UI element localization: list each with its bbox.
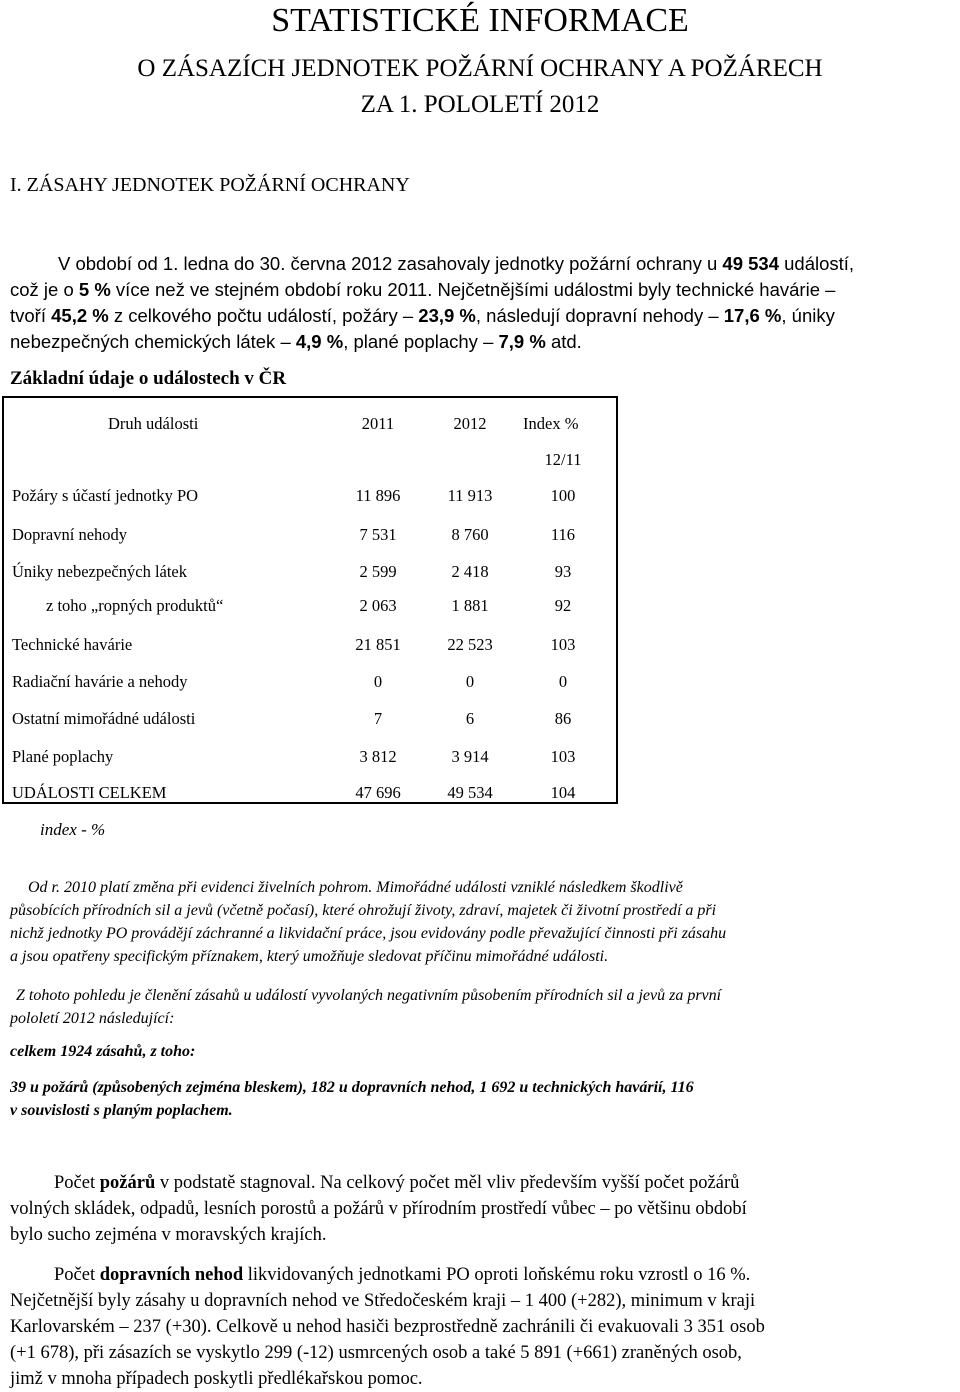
- table-cell-2011: 2 063: [359, 596, 397, 615]
- note-line: nichž jednotky PO provádějí záchranné a likvidační práce, jsou evidovány podle převažující činnosti při zásahu: [10, 925, 727, 942]
- table-row-label: Dopravní nehody: [12, 525, 128, 544]
- table-cell-2011: 7: [373, 709, 383, 728]
- note-paragraph-1: [10, 876, 955, 968]
- note-line: Od r. 2010 platí změna při evidenci živelních pohrom. Mimořádné události vzniklé následkem škodlivě: [28, 879, 683, 896]
- table-cell-index: 0: [558, 672, 568, 691]
- intro-text: což je o: [10, 279, 79, 300]
- summary-heading: celkem 1924 zásahů, z toho:: [10, 1043, 196, 1060]
- intro-text: atd.: [545, 331, 582, 352]
- note-line: Z tohoto pohledu je členění zásahů u událostí vyvolaných negativním působením přírodních sil a jevů za první: [16, 987, 722, 1004]
- table-cell-2012: 0: [465, 672, 475, 691]
- table-cell-2012: 11 913: [447, 486, 493, 505]
- intro-line-3: [10, 303, 960, 329]
- table-cell-index: 103: [550, 747, 576, 766]
- share-false-alarms: 7,9 %: [498, 331, 546, 352]
- traffic-paragraph: [10, 1262, 940, 1392]
- table-row-label: Radiační havárie a nehody: [12, 672, 188, 691]
- table-row-label: UDÁLOSTI CELKEM: [12, 783, 167, 802]
- events-total: 49 534: [722, 253, 779, 274]
- share-technical: 45,2 %: [51, 305, 109, 326]
- share-chemical: 4,9 %: [295, 331, 344, 352]
- paragraph-text: v podstatě stagnoval. Na celkový počet měl vliv především vyšší počet požárů: [155, 1173, 740, 1193]
- table-cell-index: 116: [550, 525, 576, 544]
- header-event-type: Druh události: [108, 414, 199, 433]
- table-row-label: Úniky nebezpečných látek: [12, 562, 188, 581]
- intro-line-1: [10, 251, 960, 277]
- intro-text: , plané poplachy –: [343, 331, 499, 352]
- header-2012: 2012: [453, 414, 487, 433]
- header-2011: 2011: [361, 414, 395, 433]
- table-cell-2011: 47 696: [355, 783, 401, 802]
- intro-text: událostí,: [779, 253, 855, 274]
- document-subtitle-line2: ZA 1. POLOLETÍ 2012: [360, 91, 600, 118]
- paragraph-line: Karlovarském – 237 (+30). Celkově u nehod hasiči bezprostředně zachránili či evakuovali 3 351 osob: [10, 1317, 765, 1337]
- paragraph-line: jimž v mnoha případech poskytli předlékařskou pomoc.: [10, 1369, 423, 1389]
- intro-text: V období od 1. ledna do 30. června 2012 zasahovaly jednotky požární ochrany u: [58, 253, 723, 274]
- document-title: STATISTICKÉ INFORMACE: [271, 2, 689, 39]
- intro-text: z celkového počtu událostí, požáry –: [108, 305, 419, 326]
- table-cell-2011: 7 531: [359, 525, 397, 544]
- table-cell-2012: 3 914: [451, 747, 489, 766]
- table-cell-index: 100: [550, 486, 576, 505]
- paragraph-text: likvidovaných jednotkami PO oproti loňskému roku vzrostl o 16 %.: [243, 1265, 751, 1285]
- paragraph-text: Počet: [54, 1265, 100, 1285]
- table-cell-2011: 0: [373, 672, 383, 691]
- table-cell-index: 93: [554, 562, 572, 581]
- intro-text: nebezpečných chemických látek –: [10, 331, 296, 352]
- intro-text: , úniky: [781, 305, 835, 326]
- table-cell-2012: 6: [465, 709, 475, 728]
- note-line: pololetí 2012 následující:: [10, 1010, 175, 1027]
- table-row-label: z toho „ropných produktů“: [46, 596, 224, 615]
- note-paragraph-2: [10, 984, 955, 1030]
- share-traffic: 17,6 %: [723, 305, 782, 326]
- table-row-label: Ostatní mimořádné události: [12, 709, 196, 728]
- table-cell-index: 86: [554, 709, 572, 728]
- paragraph-line: [10, 1170, 940, 1196]
- intro-paragraph: [10, 251, 960, 355]
- note-line: působících přírodních sil a jevů (včetně počasí), které ohrožují životy, zdraví, majetek či životní prostředí a při: [10, 902, 717, 919]
- intro-text: , následují dopravní nehody –: [475, 305, 724, 326]
- increase-value: 5 %: [78, 279, 111, 300]
- table-cell-index: 104: [550, 783, 576, 802]
- header-index: Index %: [523, 414, 579, 433]
- paragraph-text: Počet: [54, 1173, 100, 1193]
- table-cell-2012: 8 760: [451, 525, 489, 544]
- intro-line-2: [10, 277, 960, 303]
- paragraph-line: [10, 1262, 940, 1288]
- share-fires: 23,9 %: [418, 305, 476, 326]
- index-note: index - %: [40, 820, 106, 839]
- table-cell-index: 92: [554, 596, 572, 615]
- table-cell-2012: 1 881: [451, 596, 489, 615]
- table-cell-2011: 11 896: [355, 486, 401, 505]
- summary-line: 39 u požárů (způsobených zejména bleskem), 182 u dopravních nehod, 1 692 u technických havárií, 116: [10, 1079, 694, 1096]
- fires-keyword: požárů: [99, 1173, 156, 1193]
- intro-text: více než ve stejném období roku 2011. Nejčetnějšími událostmi byly technické havárie –: [110, 279, 836, 300]
- header-index-sub: 12/11: [544, 450, 582, 469]
- fires-paragraph: [10, 1170, 940, 1248]
- traffic-keyword: dopravních nehod: [99, 1265, 244, 1285]
- table-title: Základní údaje o událostech v ČR: [10, 368, 287, 389]
- table-cell-index: 103: [550, 635, 576, 654]
- paragraph-line: (+1 678), při zásazích se vyskytlo 299 (-12) usmrcených osob a také 5 891 (+661) zraněných osob,: [10, 1343, 742, 1363]
- events-table: [2, 396, 618, 804]
- table-row-label: Technické havárie: [12, 635, 133, 654]
- intro-line-4: [10, 329, 960, 355]
- document-subtitle-line1: O ZÁSAZÍCH JEDNOTEK POŽÁRNÍ OCHRANY A POŽÁRECH: [137, 55, 823, 82]
- table-row-label: Požáry s účastí jednotky PO: [12, 486, 199, 505]
- table-cell-2011: 3 812: [359, 747, 397, 766]
- table-cell-2012: 22 523: [447, 635, 493, 654]
- table-cell-2011: 2 599: [359, 562, 397, 581]
- table-cell-2012: 2 418: [451, 562, 489, 581]
- summary-text: [10, 1076, 694, 1122]
- note-line: a jsou opatřeny specifickým příznakem, který umožňuje sledovat příčinu mimořádné události.: [10, 948, 609, 965]
- intro-text: tvoří: [10, 305, 52, 326]
- table-cell-2012: 49 534: [447, 783, 493, 802]
- paragraph-line: bylo sucho zejména v moravských krajích.: [10, 1225, 327, 1245]
- section-heading: I. ZÁSAHY JEDNOTEK POŽÁRNÍ OCHRANY: [10, 174, 410, 196]
- table-cell-2011: 21 851: [355, 635, 401, 654]
- summary-line: v souvislosti s planým poplachem.: [10, 1102, 233, 1119]
- paragraph-line: Nejčetnější byly zásahy u dopravních nehod ve Středočeském kraji – 1 400 (+282), minimum v kraji: [10, 1291, 756, 1311]
- paragraph-line: volných skládek, odpadů, lesních porostů a požárů v přírodním prostředí vůbec – po většinu období: [10, 1199, 747, 1219]
- table-row-label: Plané poplachy: [12, 747, 114, 766]
